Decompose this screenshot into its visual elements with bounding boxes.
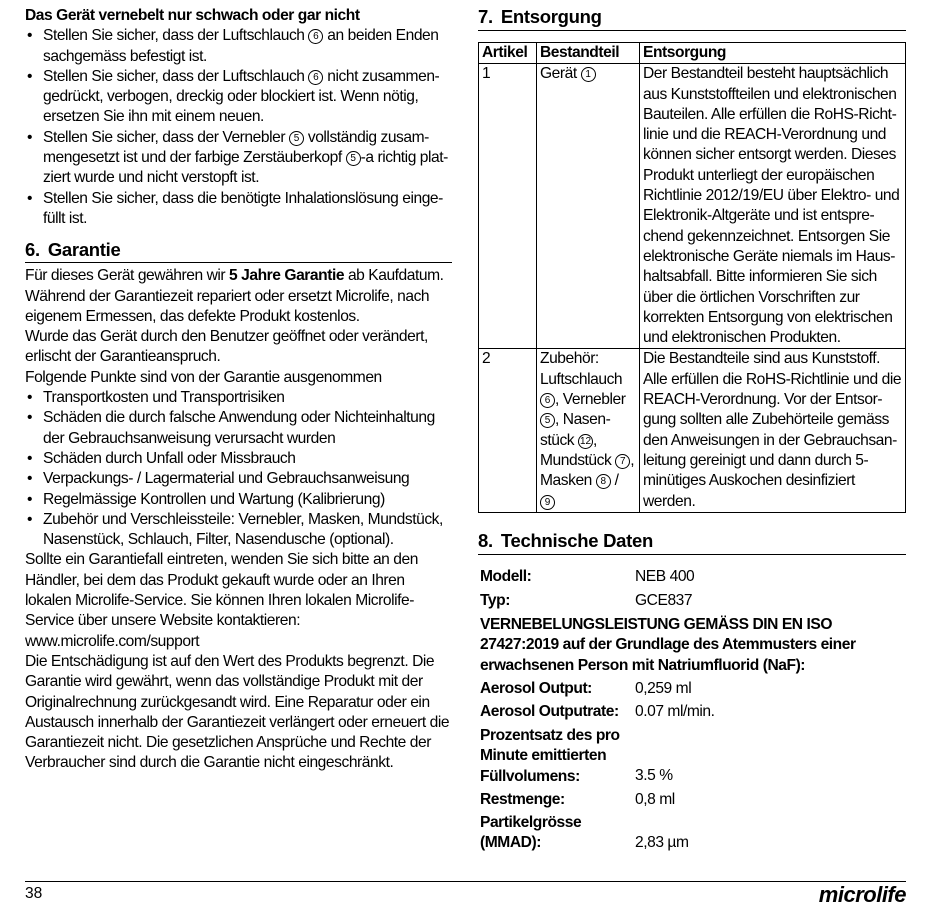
spec-row-prozentsatz: Prozentsatz des pro Minute emittierten Füllvolumens: 3.5 %	[480, 727, 673, 785]
list-item: • Zubehör und Verschleissteile: Vernebler, Masken, Mundstück, Nasenstück, Schlauch, Filter, Nasendusche (optional).	[25, 510, 452, 551]
table-cell: 1	[479, 64, 537, 349]
section-heading-garantie: 6. Garantie	[25, 240, 452, 263]
list-item: • Stellen Sie sicher, dass der Luftschlauch 6 an beiden Enden sachgemäss befestigt ist.	[25, 26, 452, 67]
list-item: • Verpackungs- / Lagermaterial und Gebrauchsanweisung	[25, 469, 452, 489]
reference-circle-icon: 6	[308, 70, 323, 85]
reference-circle-icon: 5	[346, 151, 361, 166]
reference-circle-icon: 6	[540, 393, 555, 408]
table-header-row	[479, 43, 906, 64]
section-heading-technische-daten: 8. Technische Daten	[478, 530, 906, 555]
disposal-table	[478, 42, 906, 513]
list-item: • Regelmässige Kontrollen und Wartung (Kalibrierung)	[25, 490, 452, 510]
table-cell: 2	[479, 349, 537, 512]
footer-rule	[25, 881, 906, 882]
page-number: 38	[25, 885, 43, 902]
performance-heading: VERNEBELUNGSLEISTUNG GEMÄSS DIN EN ISO 27427:2019 auf der Grundlage des Atemmusters einer erwachsenen Person mit Natriumfluorid (NaF):	[480, 616, 856, 674]
paragraph: Wurde das Gerät durch den Benutzer geöffnet oder verändert, erlischt der Garantieanspruch.	[25, 328, 428, 366]
reference-circle-icon: 8	[596, 474, 611, 489]
list-item: • Stellen Sie sicher, dass der Vernebler 5 vollständig zusammengesetzt ist und der farbige Zerstäuberkopf 5 -a richtig platziert wurde und nicht verstopft ist.	[25, 128, 452, 189]
section-heading-entsorgung: 7. Entsorgung	[478, 6, 906, 31]
reference-circle-icon: 5	[540, 413, 555, 428]
list-item: • Schäden durch Unfall oder Missbrauch	[25, 449, 452, 469]
table-row	[479, 349, 906, 512]
reference-circle-icon: 12	[579, 435, 592, 447]
table-cell: Der Bestandteil besteht hauptsächlich aus Kunststoffteilen und elektronischen Bauteilen. Alle erfüllen die RoHS-Richtlinie und die REACH-Verordnung und können sicher entsorgt werden. Dieses Produkt unterliegt der europäischen Richtlinie 2012/19/EU über Elektro- und Elektronik-Altgeräte und ist entsprechend gekennzeichnet. Entsorgen Sie elektronische Geräte niemals im Haushaltsabfall. Bitte informieren Sie sich über die örtlichen Vorschriften zur korrekten Entsorgung von elektrischen und elektronischen Produkten.	[640, 64, 906, 349]
list-item: • Stellen Sie sicher, dass die benötigte Inhalationslösung eingefüllt ist.	[25, 189, 452, 230]
list-item: • Schäden die durch falsche Anwendung oder Nichteinhaltung der Gebrauchsanweisung verursacht wurden	[25, 408, 452, 449]
reference-circle-icon: 5	[289, 131, 304, 146]
table-cell: Gerät 1	[537, 64, 640, 349]
reference-circle-icon: 6	[308, 29, 323, 44]
list-item: • Transportkosten und Transportrisiken	[25, 388, 452, 408]
table-cell: Die Bestandteile sind aus Kunststoff. Alle erfüllen die RoHS-Richtlinie und die REACH-Verordnung. Vor der Entsorgung sollten alle Zubehörteile gemäss den Anweisungen in der Gebrauchsanleitung gereinigt und dann durch 5-minütiges Auskochen desinfiziert werden.	[640, 349, 906, 512]
garantie-body	[25, 266, 452, 773]
exclusions-list	[25, 388, 452, 550]
list-item: • Stellen Sie sicher, dass der Luftschlauch 6 nicht zusammengedrückt, verbogen, dreckig oder blockiert ist. Wenn nötig, ersetzen Sie ihn mit einem neuen.	[25, 67, 452, 128]
brand-logo: microlife	[818, 882, 906, 907]
reference-circle-icon: 1	[581, 67, 596, 82]
paragraph: Die Entschädigung ist auf den Wert des Produkts begrenzt. Die Garantie wird gewährt, wenn das vollständige Produkt mit der Originalrechnung zurückgesandt wird. Eine Reparatur oder ein Austausch innerhalb der Garantiezeit verlängert oder erneuert die Garantiezeit nicht. Die gesetzlichen Ansprüche und Rechte der Verbraucher sind durch die Garantie nicht eingeschränkt.	[25, 652, 450, 772]
table-row	[479, 64, 906, 349]
paragraph: Sollte ein Garantiefall eintreten, wenden Sie sich bitte an den Händler, bei dem das Produkt gekauft wurde oder an Ihren lokalen Microlife-Service. Sie können Ihren lokalen Microlife-Service über unsere Website kontaktieren: www.microlife.com/support	[25, 551, 418, 650]
reference-circle-icon: 9	[540, 495, 555, 510]
paragraph: Folgende Punkte sind von der Garantie ausgenommen	[25, 368, 382, 386]
table-cell: Zubehör: Luftschlauch 6 , Vernebler 5 , Nasenstück 12 , Mundstück 7 , Masken 8 / 9	[537, 349, 640, 512]
column-header: Bestandteil	[537, 43, 640, 64]
reference-circle-icon: 7	[615, 454, 630, 469]
paragraph: Für dieses Gerät gewähren wir 5 Jahre Garantie ab Kaufdatum. Während der Garantiezeit repariert oder ersetzt Microlife, nach eigenem Ermessen, das defekte Produkt kostenlos.	[25, 267, 444, 325]
column-header: Artikel	[479, 43, 537, 64]
spec-row-partikelgroesse: Partikelgrösse (MMAD): 2,83 µm	[480, 814, 689, 852]
column-header: Entsorgung	[640, 43, 906, 64]
troubleshooting-list	[25, 26, 452, 229]
troubleshooting-heading: Das Gerät vernebelt nur schwach oder gar nicht	[25, 7, 360, 24]
